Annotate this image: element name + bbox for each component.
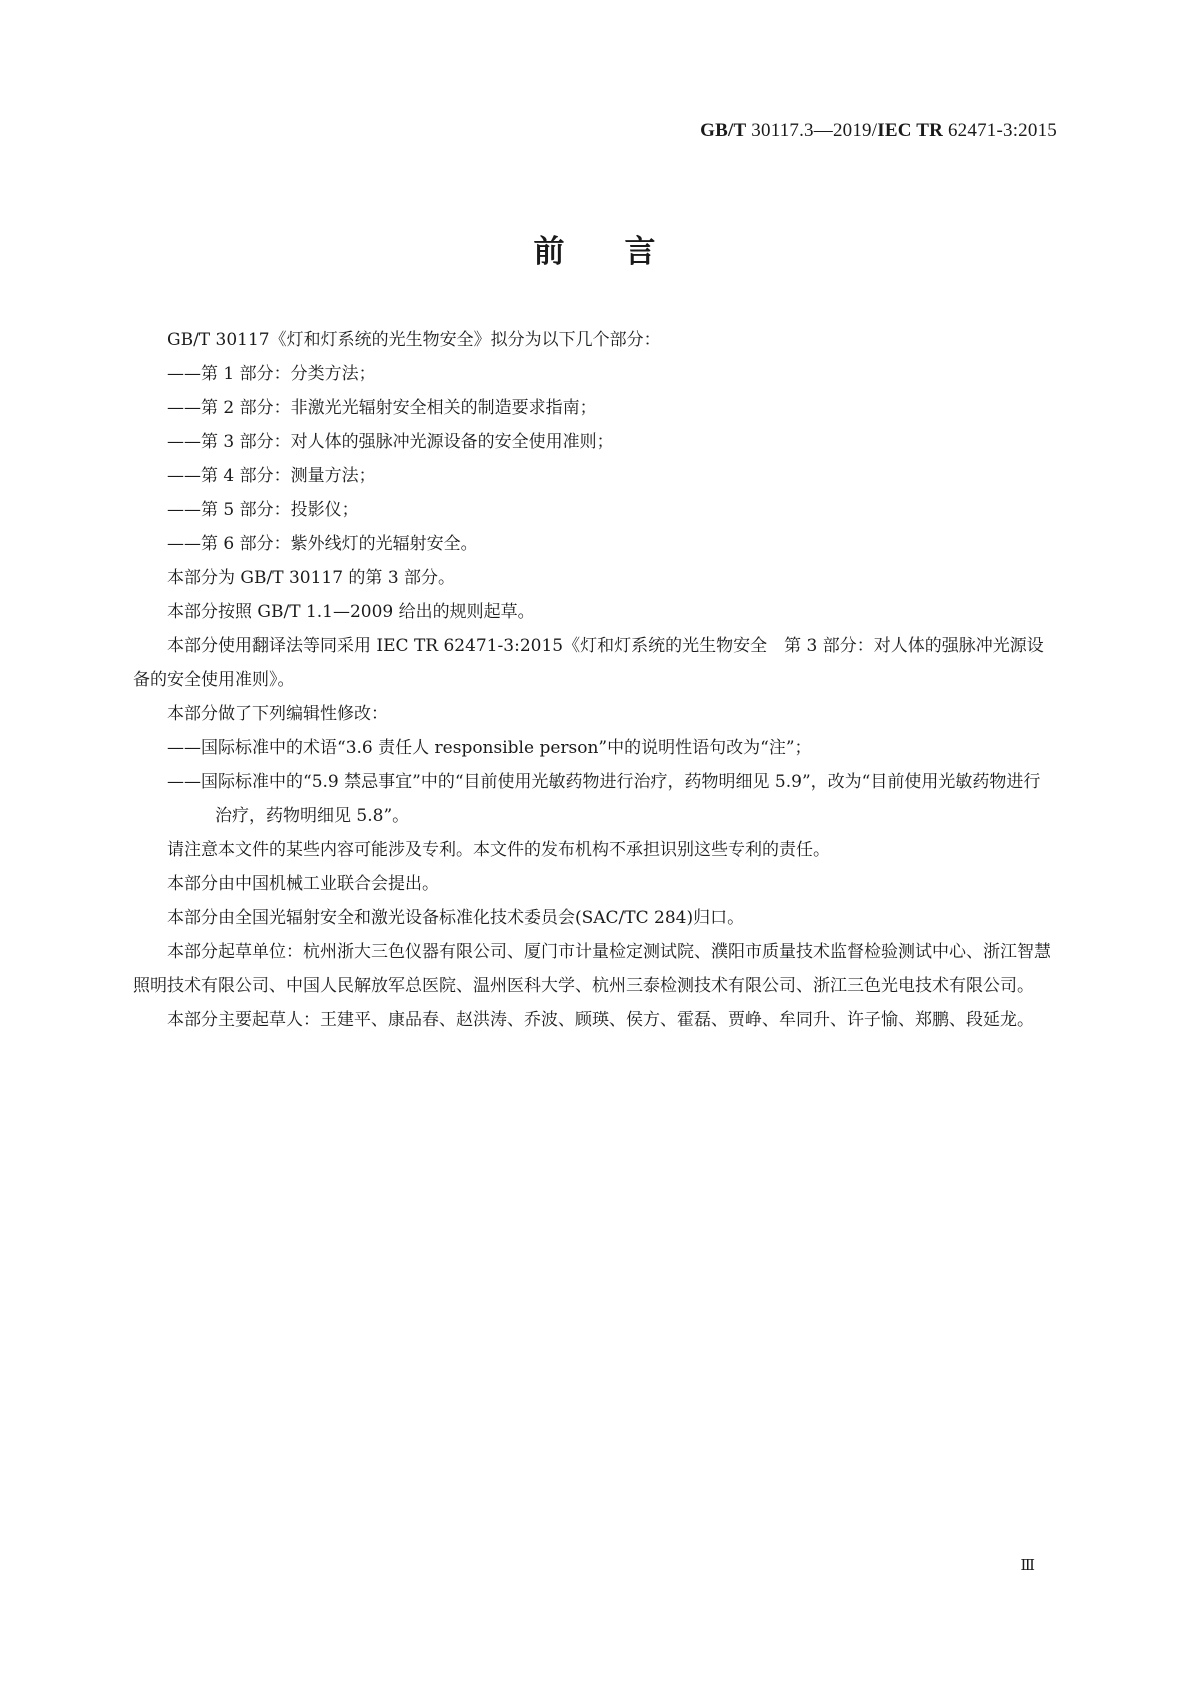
paragraph-intro: GB/T 30117《灯和灯系统的光生物安全》拟分为以下几个部分： (167, 330, 661, 350)
standard-code-gbt: GB/T (700, 120, 747, 141)
list-item-edit-2: ——国际标准中的“5.9 禁忌事宜”中的“目前使用光敏药物进行治疗，药物明细见 5.9”，改为“目前使用光敏药物进行治疗，药物明细见 5.8”。 (167, 772, 1041, 826)
list-item-part-3: ——第 3 部分：对人体的强脉冲光源设备的安全使用准则； (167, 432, 614, 452)
paragraph-edits-intro: 本部分做了下列编辑性修改： (167, 704, 388, 724)
page-title-char-1: 前 (533, 234, 567, 270)
page-title-char-2: 言 (624, 234, 658, 270)
list-item-part-6: ——第 6 部分：紫外线灯的光辐射安全。 (167, 534, 478, 554)
paragraph-drafting-organizations: 本部分起草单位：杭州浙大三色仪器有限公司、厦门市计量检定测试院、濮阳市质量技术监督检验测试中心、浙江智慧照明技术有限公司、中国人民解放军总医院、温州医科大学、杭州三泰检测技术有限公司、浙江三色光电技术有限公司。 (133, 942, 1051, 996)
paragraph-drafting-rules: 本部分按照 GB/T 1.1—2009 给出的规则起草。 (167, 602, 535, 622)
standard-code-header (700, 120, 1057, 142)
list-item-part-5: ——第 5 部分：投影仪； (167, 500, 359, 520)
paragraph-adoption: 本部分使用翻译法等同采用 IEC TR 62471-3:2015《灯和灯系统的光生物安全 第 3 部分：对人体的强脉冲光源设备的安全使用准则》。 (133, 636, 1044, 690)
paragraph-part-statement: 本部分为 GB/T 30117 的第 3 部分。 (167, 568, 456, 588)
list-item-part-2: ——第 2 部分：非激光光辐射安全相关的制造要求指南； (167, 398, 597, 418)
list-item-part-1: ——第 1 部分：分类方法； (167, 364, 376, 384)
list-item-part-4: ——第 4 部分：测量方法； (167, 466, 376, 486)
page-title (0, 226, 1191, 271)
paragraph-proposed-by: 本部分由中国机械工业联合会提出。 (167, 874, 439, 894)
foreword-body (133, 323, 1057, 1037)
list-item-edit-1: ——国际标准中的术语“3.6 责任人 responsible person”中的说明性语句改为“注”； (167, 738, 812, 758)
paragraph-patent-notice: 请注意本文件的某些内容可能涉及专利。本文件的发布机构不承担识别这些专利的责任。 (167, 840, 830, 860)
paragraph-drafters: 本部分主要起草人：王建平、康品春、赵洪涛、乔波、顾瑛、侯方、霍磊、贾峥、牟同升、许子愉、郑鹏、段延龙。 (167, 1010, 1034, 1030)
standard-code-iec: IEC TR (877, 120, 944, 141)
page-number: Ⅲ (1020, 1558, 1035, 1574)
standard-code-iec-number: 62471-3:2015 (943, 120, 1057, 141)
standard-code-number: 30117.3—2019/ (746, 120, 878, 141)
paragraph-committee: 本部分由全国光辐射安全和激光设备标准化技术委员会(SAC/TC 284)归口。 (167, 908, 745, 928)
